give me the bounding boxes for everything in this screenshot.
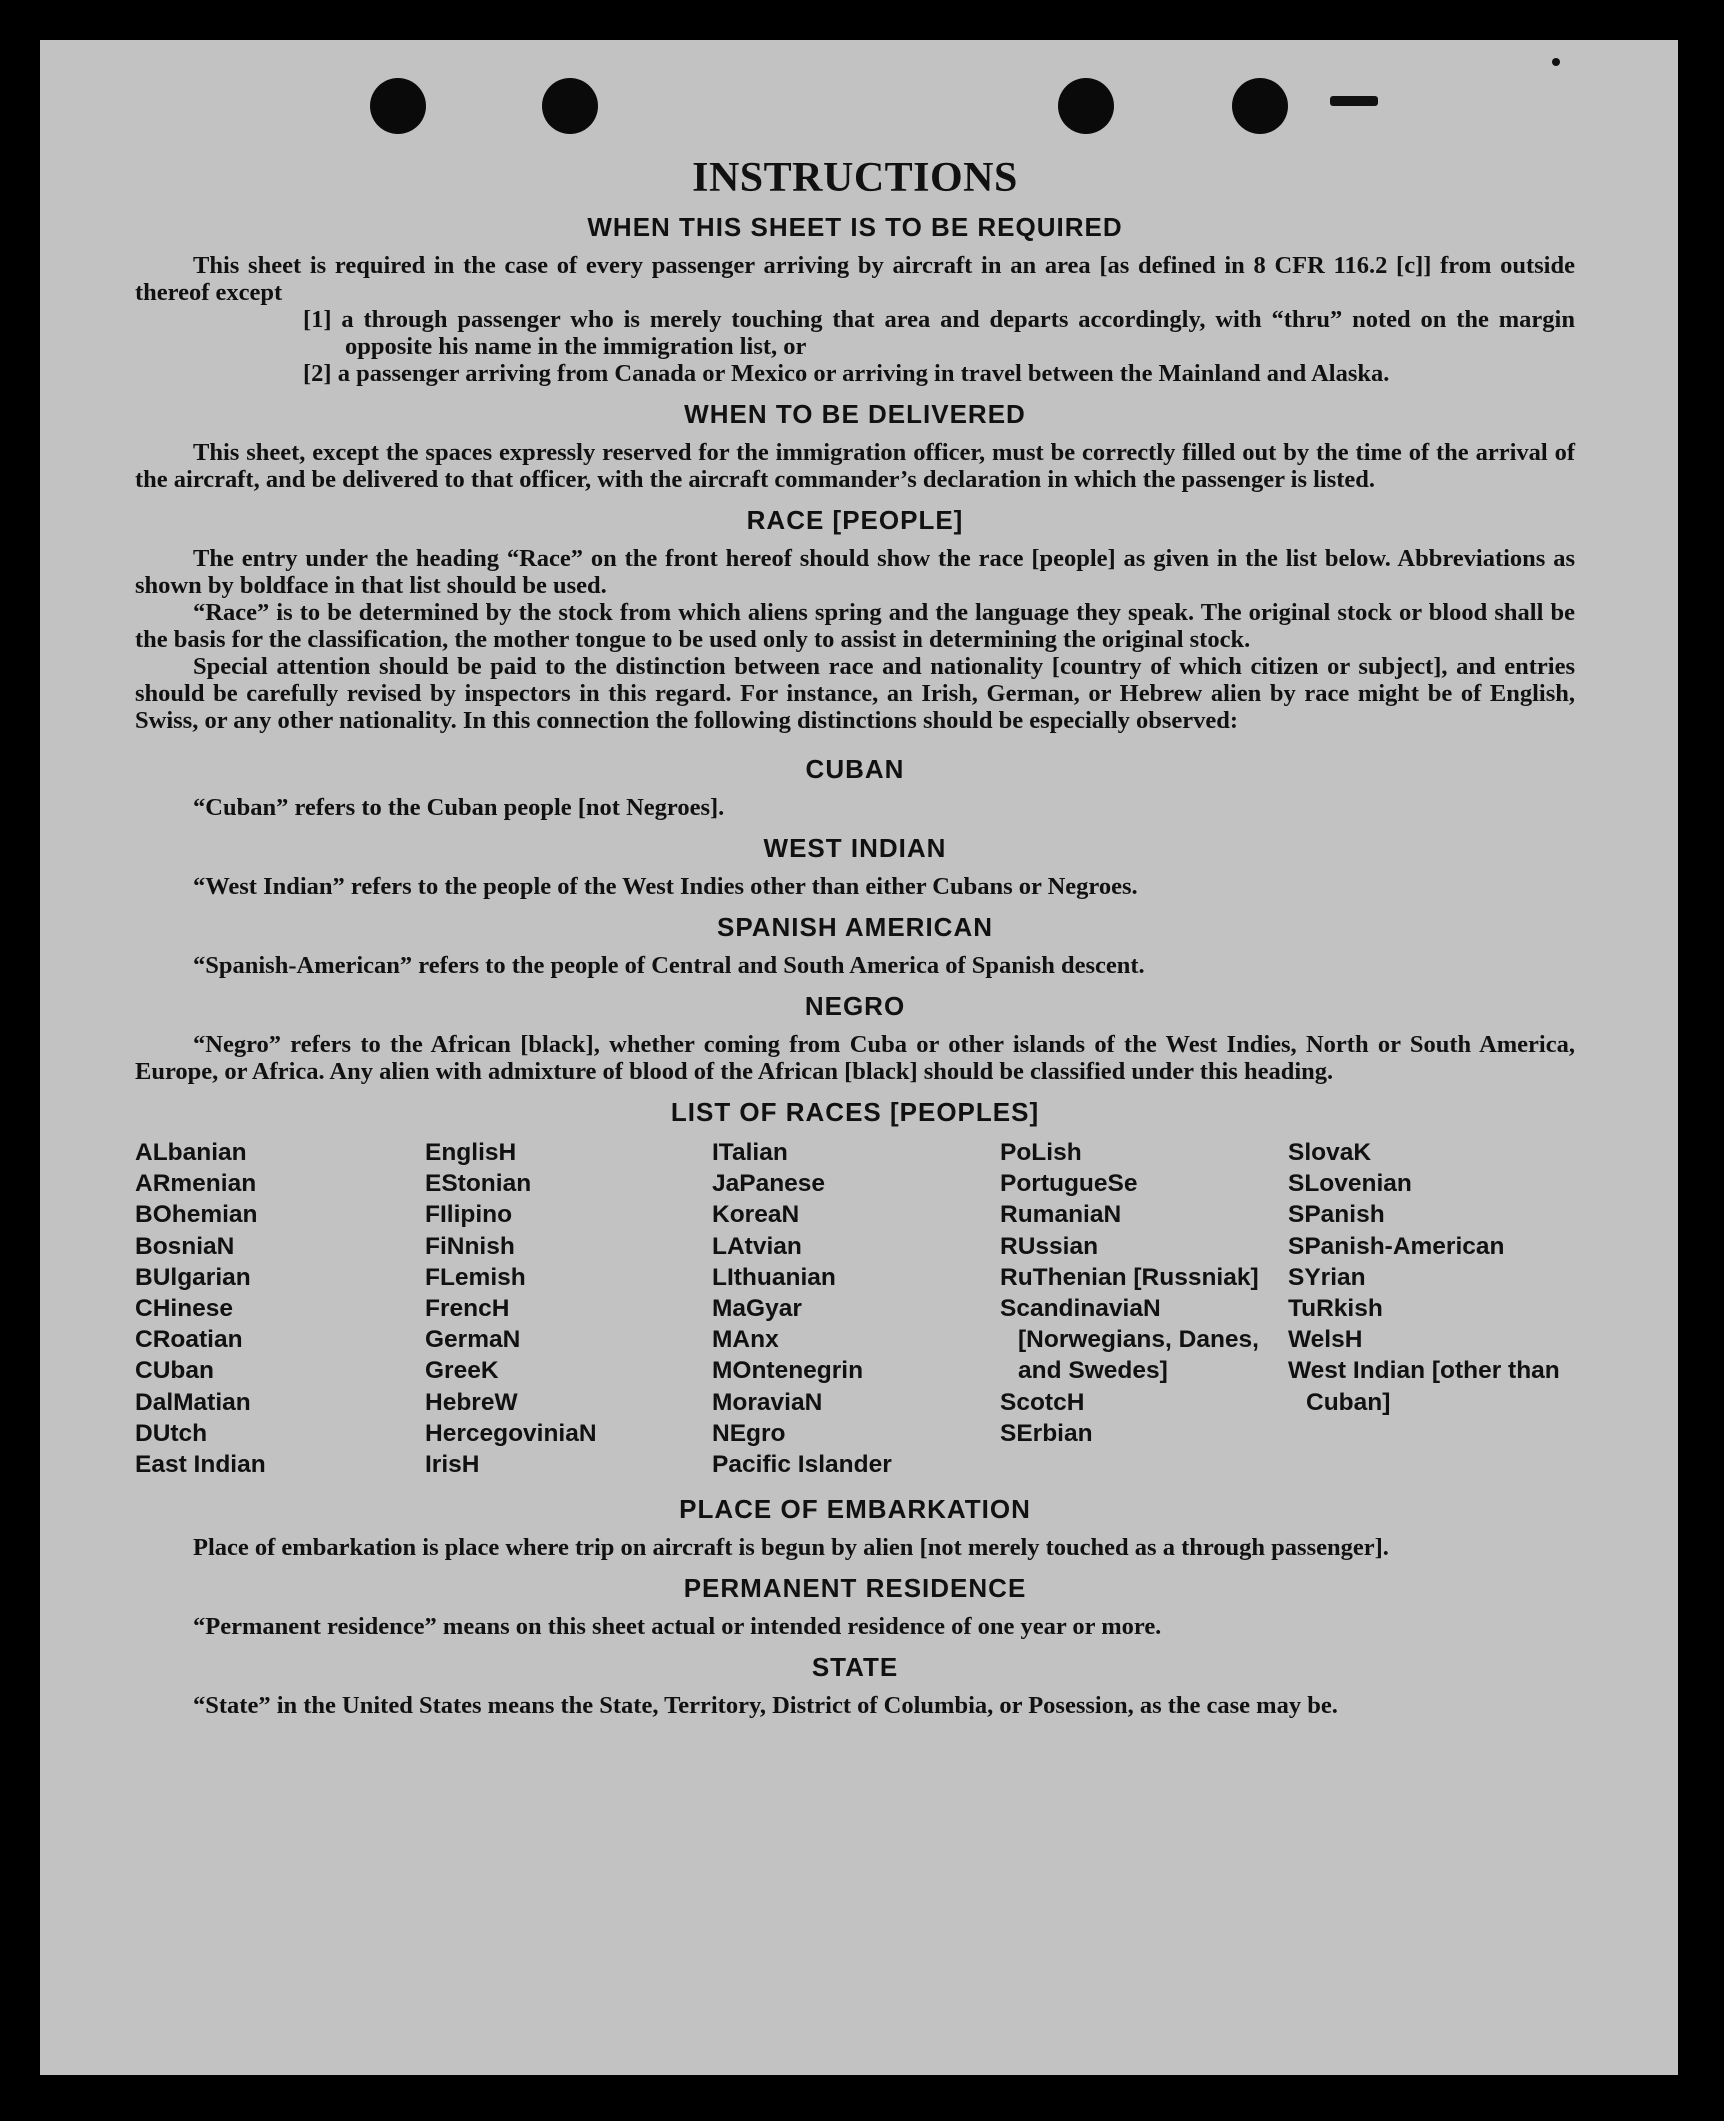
list-item: PoLish	[1000, 1139, 1082, 1166]
list-item: LAtvian	[712, 1232, 802, 1260]
race-paragraph-2: “Race” is to be determined by the stock from which aliens spring and the language they speak. The original stock or blood shall be the basis for the classification, the mother tongue to be used only to assist in determining the original stock.	[135, 599, 1575, 653]
list-item: West Indian [other than Cuban]	[1288, 1357, 1560, 1416]
list-item: DalMatian	[135, 1388, 251, 1416]
list-item: ALbanian	[135, 1139, 247, 1166]
list-item: GermaN	[425, 1326, 521, 1354]
list-item: SlovaK	[1288, 1139, 1372, 1166]
list-item: MOntenegrin	[712, 1357, 864, 1385]
list-item: FrencH	[425, 1295, 510, 1323]
required-item-1: [1] a through passenger who is merely touching that area and departs accordingly, with “thru” noted on the margin opposite his name in the immigration list, or	[303, 306, 1575, 360]
races-list	[135, 1137, 1575, 1480]
list-item: ARmenian	[135, 1170, 257, 1198]
heading-state: STATE	[811, 1652, 899, 1683]
races-column	[1288, 1137, 1575, 1480]
list-item: SYrian	[1288, 1263, 1366, 1291]
heading-list-of-races: LIST OF RACES [PEOPLES]	[670, 1097, 1040, 1127]
list-item: FiNnish	[425, 1232, 515, 1260]
list-item: LIthuanian	[712, 1263, 836, 1291]
negro-text: “Negro” refers to the African [black], whether coming from Cuba or other islands of the West Indies, North or South America, Europe, or Africa. Any alien with admixture of blood of the African [black] should be classified under this heading.	[135, 1031, 1575, 1085]
list-item: Pacific Islander	[712, 1451, 892, 1479]
list-item: DUtch	[135, 1419, 208, 1447]
document-page	[40, 40, 1678, 2075]
list-item: JaPanese	[712, 1170, 826, 1198]
list-item: GreeK	[425, 1357, 499, 1385]
heading-residence: PERMANENT RESIDENCE	[683, 1573, 1027, 1604]
list-item: RUssian	[1000, 1232, 1099, 1260]
list-item: East Indian	[135, 1451, 266, 1479]
residence-text: “Permanent residence” means on this sheet actual or intended residence of one year or more.	[193, 1613, 1162, 1641]
list-item: WelsH	[1288, 1326, 1363, 1354]
list-item: CHinese	[135, 1295, 234, 1323]
ink-mark	[1330, 96, 1378, 106]
races-column	[712, 1137, 1000, 1480]
list-item: RuThenian [Russniak]	[1000, 1263, 1259, 1291]
state-text: “State” in the United States means the State, Territory, District of Columbia, or Posession, as the case may be.	[193, 1692, 1338, 1720]
required-item-2: [2] a passenger arriving from Canada or Mexico or arriving in travel between the Mainland and Alaska.	[303, 360, 1390, 387]
list-item: IrisH	[425, 1451, 480, 1479]
list-item: TuRkish	[1288, 1295, 1383, 1323]
race-paragraph-1: The entry under the heading “Race” on the front hereof should show the race [people] as given in the list below. Abbreviations as shown by boldface in that list should be used.	[135, 545, 1575, 599]
required-intro: This sheet is required in the case of every passenger arriving by aircraft in an area [as defined in 8 CFR 116.2 [c]] from outside thereof except	[135, 252, 1575, 306]
heading-required: WHEN THIS SHEET IS TO BE REQUIRED	[587, 212, 1123, 242]
cuban-text: “Cuban” refers to the Cuban people [not Negroes].	[193, 794, 725, 821]
page-title: INSTRUCTIONS	[692, 155, 1018, 201]
list-item: ScandinaviaN [Norwegians, Danes, and Swedes]	[1000, 1295, 1259, 1385]
heading-negro: NEGRO	[804, 991, 906, 1021]
list-item: BOhemian	[135, 1201, 258, 1229]
embarkation-text: Place of embarkation is place where trip on aircraft is begun by alien [not merely touched as a through passenger].	[193, 1534, 1389, 1562]
races-column	[135, 1137, 425, 1480]
list-item: EStonian	[425, 1170, 532, 1198]
punch-hole	[370, 78, 426, 134]
list-item: HebreW	[425, 1388, 518, 1416]
list-item: MaGyar	[712, 1295, 802, 1323]
heading-delivered: WHEN TO BE DELIVERED	[684, 399, 1026, 429]
ink-mark	[1552, 58, 1560, 66]
list-item: ScotcH	[1000, 1388, 1085, 1416]
races-column	[1000, 1137, 1288, 1480]
punch-hole	[1058, 78, 1114, 134]
list-item: MoraviaN	[712, 1388, 823, 1416]
list-item: PortugueSe	[1000, 1170, 1138, 1198]
races-column	[425, 1137, 712, 1480]
delivered-text: This sheet, except the spaces expressly reserved for the immigration officer, must be correctly filled out by the time of the arrival of the aircraft, and be delivered to that officer, with the aircraft commander’s declaration in which the passenger is listed.	[135, 439, 1575, 493]
heading-embarkation: PLACE OF EMBARKATION	[679, 1494, 1031, 1525]
list-item: NEgro	[712, 1419, 786, 1447]
list-item: CRoatian	[135, 1326, 243, 1354]
list-item: EnglisH	[425, 1139, 517, 1166]
list-item: CUban	[135, 1357, 214, 1385]
instructions-body	[135, 150, 1575, 1719]
list-item: SPanish-American	[1288, 1232, 1505, 1260]
west-indian-text: “West Indian” refers to the people of the West Indies other than either Cubans or Negroes.	[193, 873, 1138, 900]
list-item: FIlipino	[425, 1201, 513, 1229]
heading-west-indian: WEST INDIAN	[763, 833, 947, 863]
race-paragraph-3: Special attention should be paid to the distinction between race and nationality [country of which citizen or subject], and entries should be carefully revised by inspectors in this regard. For instance, an Irish, German, or Hebrew alien by race might be of English, Swiss, or any other nationality. In this connection the following distinctions should be especially observed:	[135, 653, 1575, 734]
heading-cuban: CUBAN	[805, 754, 905, 784]
list-item: BosniaN	[135, 1232, 235, 1260]
list-item: MAnx	[712, 1326, 779, 1354]
punch-hole	[542, 78, 598, 134]
list-item: FLemish	[425, 1263, 526, 1291]
list-item: HercegoviniaN	[425, 1419, 597, 1447]
heading-race: RACE [PEOPLE]	[746, 505, 964, 535]
punch-hole	[1232, 78, 1288, 134]
list-item: RumaniaN	[1000, 1201, 1122, 1229]
list-item: BUlgarian	[135, 1263, 251, 1291]
list-item: ITalian	[712, 1139, 788, 1166]
heading-spanish-american: SPANISH AMERICAN	[716, 912, 993, 942]
list-item: KoreaN	[712, 1201, 800, 1229]
spanish-american-text: “Spanish-American” refers to the people of Central and South America of Spanish descent.	[193, 952, 1145, 979]
list-item: SPanish	[1288, 1201, 1385, 1229]
list-item: SErbian	[1000, 1419, 1093, 1447]
list-item: SLovenian	[1288, 1170, 1412, 1198]
